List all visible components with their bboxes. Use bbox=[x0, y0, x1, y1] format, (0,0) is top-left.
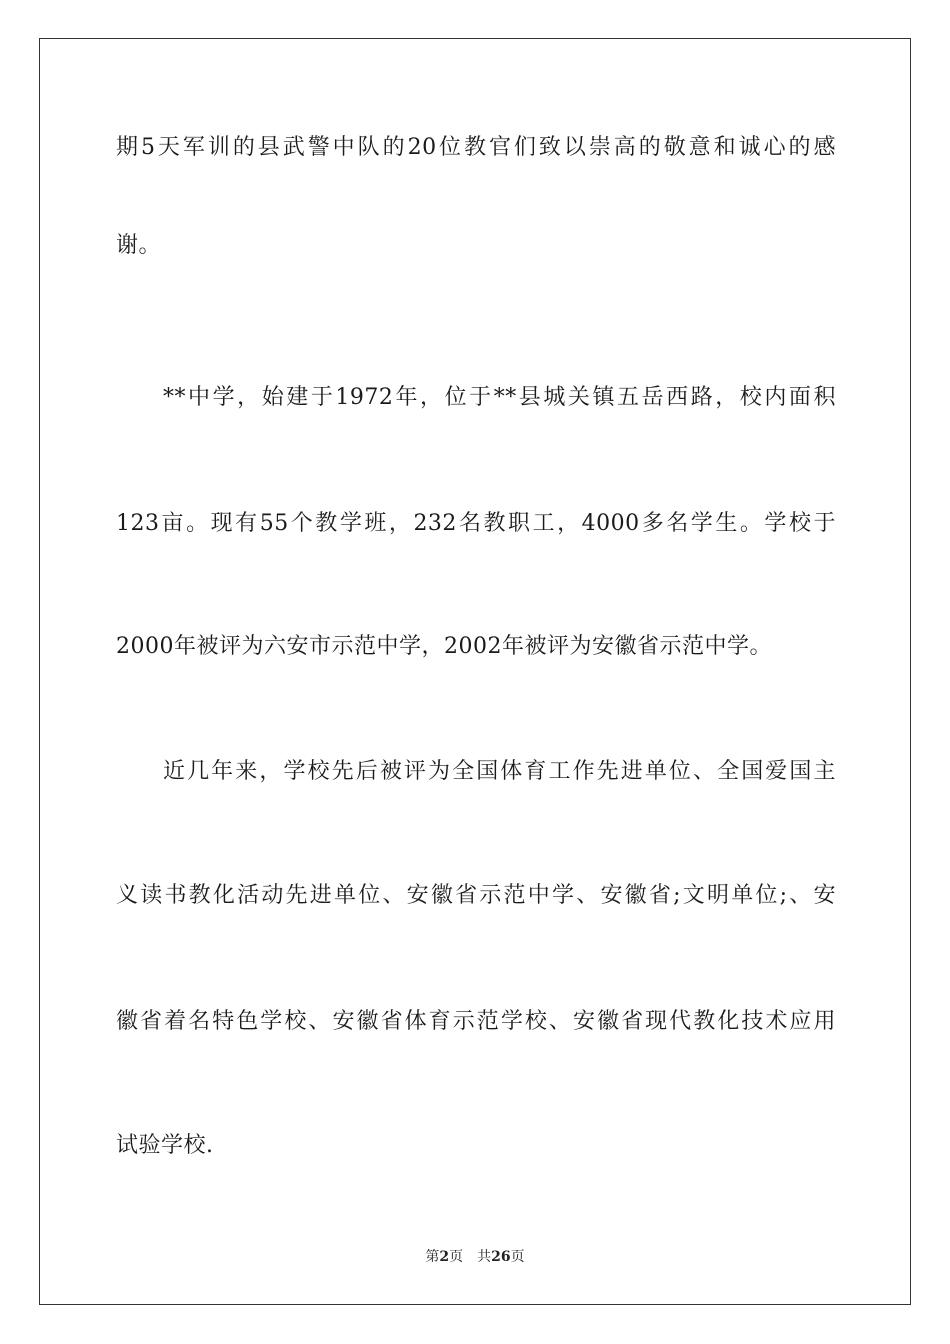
text-line-2: 谢。 bbox=[116, 233, 162, 258]
text-line-4: 123亩。现有55个教学班，232名教职工，4000多名学生。学校于 bbox=[116, 511, 836, 536]
footer-total-suffix: 页 bbox=[510, 1249, 525, 1265]
text-line-3: **中学，始建于1972年，位于**县城关镇五岳西路，校内面积 bbox=[163, 385, 836, 410]
text-line-7: 义读书教化活动先进单位、安徽省示范中学、安徽省;文明单位;、安 bbox=[116, 883, 836, 908]
footer-page-prefix: 第 bbox=[425, 1249, 440, 1265]
text-line-5: 2000年被评为六安市示范中学，2002年被评为安徽省示范中学。 bbox=[116, 634, 772, 659]
page-border bbox=[39, 38, 911, 1305]
text-line-8: 徽省着名特色学校、安徽省体育示范学校、安徽省现代教化技术应用 bbox=[116, 1009, 836, 1034]
footer-page-suffix: 页 bbox=[449, 1249, 464, 1265]
footer-total-prefix: 共 bbox=[477, 1249, 492, 1265]
footer-page-number: 2 bbox=[439, 1249, 450, 1265]
text-line-1: 期5天军训的县武警中队的20位教官们致以崇高的敬意和诚心的感 bbox=[116, 135, 836, 160]
footer-total-pages: 26 bbox=[491, 1249, 511, 1265]
page-footer bbox=[0, 1247, 950, 1267]
text-line-6: 近几年来，学校先后被评为全国体育工作先进单位、全国爱国主 bbox=[163, 759, 836, 784]
text-line-9: 试验学校. bbox=[116, 1133, 214, 1158]
